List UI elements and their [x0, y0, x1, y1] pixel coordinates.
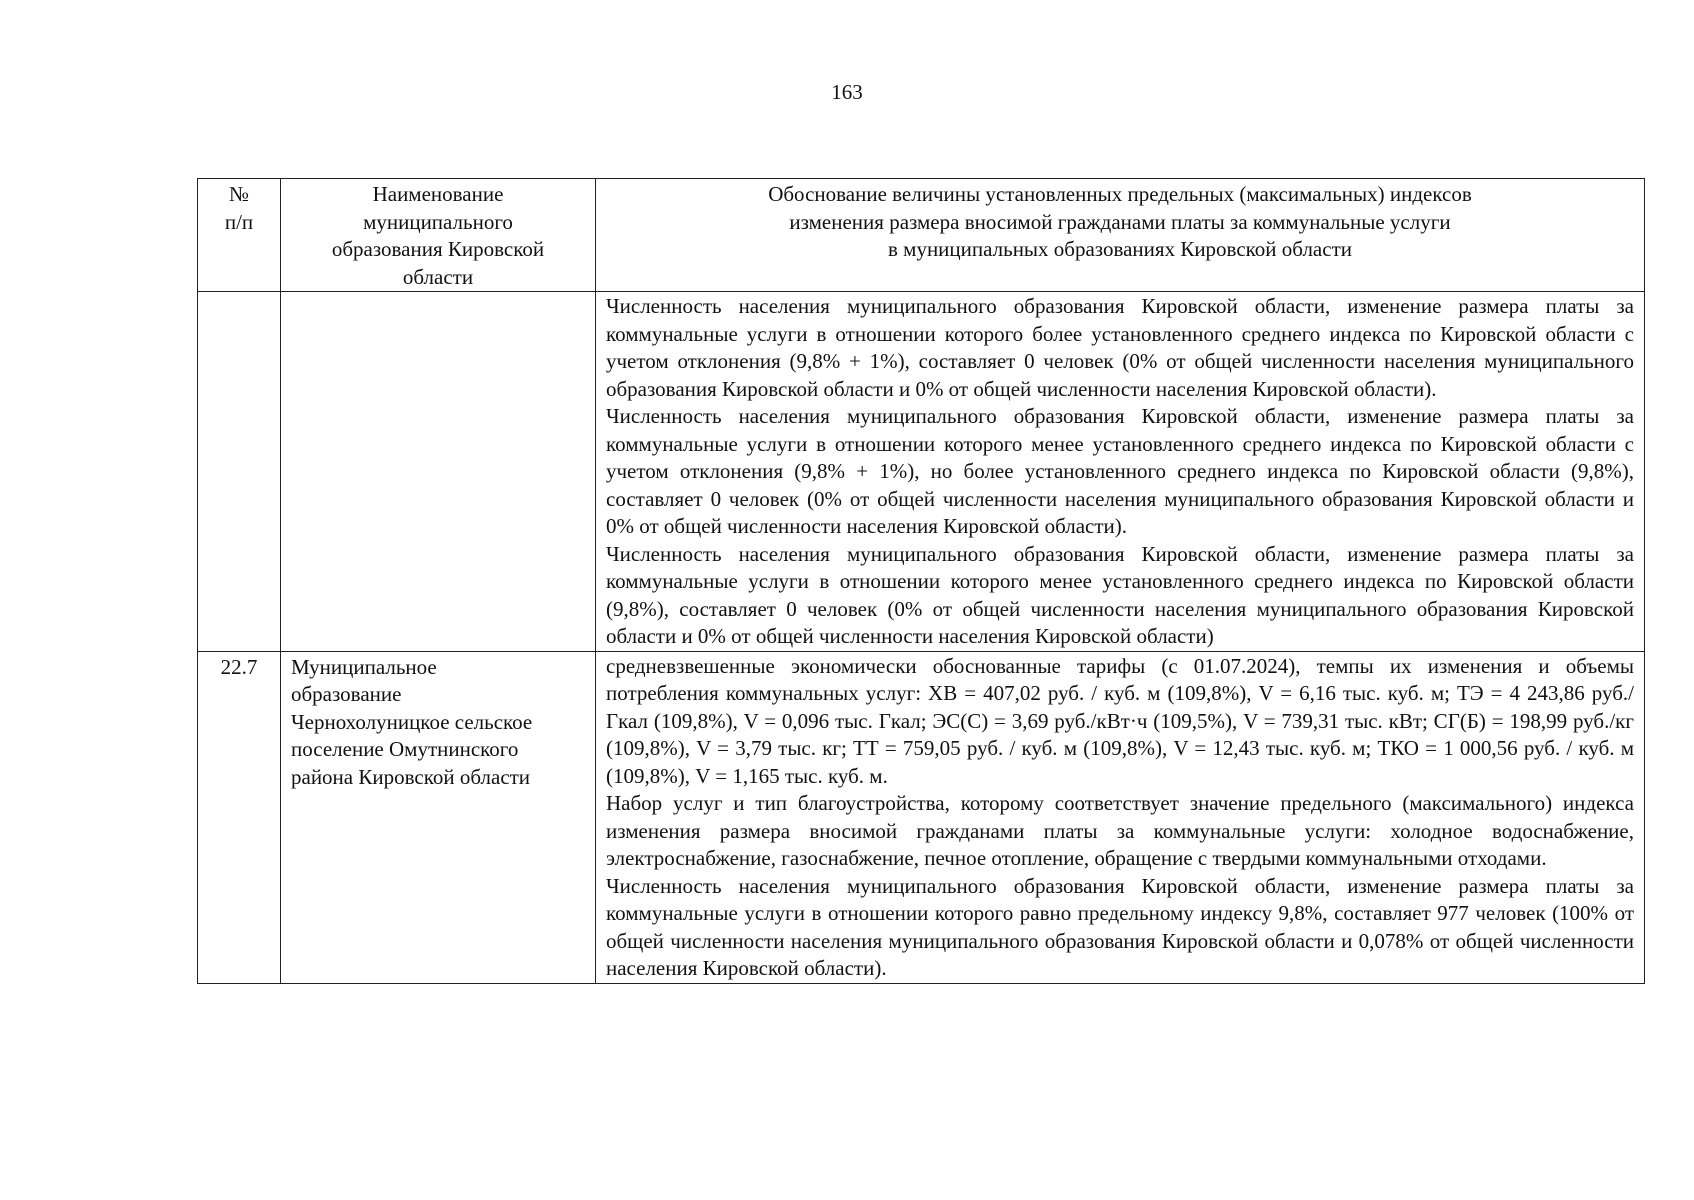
header-num [198, 179, 281, 292]
header-name [281, 179, 596, 292]
justification-paragraph: Численность населения муниципального образования Кировской области, изменение размера платы за коммунальные услуги в отношении которого равно предельному индексу 9,8%, составляет 977 человек (100% от общей численности населения муниципального образования Кировской области и 0,078% от общей численности населения Кировской области). [606, 873, 1634, 980]
header-name-line: муниципального [363, 209, 513, 234]
municipality-name-line: поселение Омутнинского [291, 737, 519, 761]
header-justification-line: изменения размера вносимой гражданами платы за коммунальные услуги [789, 209, 1451, 234]
table-row [198, 292, 1645, 652]
row-num: 22.7 [198, 651, 281, 983]
index-justification-table [197, 178, 1645, 984]
justification-paragraph: Численность населения муниципального образования Кировской области, изменение размера платы за коммунальные услуги в отношении которого более установленного среднего индекса по Кировской области с учетом отклонения (9,8% + 1%), составляет 0 человек (0% от общей численности населения муниципального образования Кировской области и 0% от общей численности населения Кировской области). [606, 294, 1634, 401]
row-justification [596, 292, 1645, 652]
page-number: 163 [831, 80, 863, 104]
municipality-name-line: Чернохолуницкое сельское [291, 709, 533, 734]
header-name-line: Наименование [372, 182, 504, 206]
municipality-name-line: района Кировской области [291, 764, 531, 789]
header-num-line: п/п [224, 209, 254, 234]
municipality-name-line: образование [291, 682, 402, 706]
justification-paragraph: Набор услуг и тип благоустройства, которому соответствует значение предельного (максимального) индекса изменения размера вносимой гражданами платы за коммунальные услуги: холодное водоснабжение, электроснабжение, газоснабжение, печное отопление, обращение с твердыми коммунальными отходами. [606, 791, 1634, 870]
row-municipality-name [281, 651, 596, 983]
header-justification [596, 179, 1645, 292]
table-header-row [198, 179, 1645, 292]
table-row [198, 651, 1645, 983]
row-municipality-name [281, 292, 596, 652]
header-name-line: области [402, 264, 474, 289]
justification-paragraph: Численность населения муниципального образования Кировской области, изменение размера платы за коммунальные услуги в отношении которого менее установленного среднего индекса по Кировской области (9,8%), составляет 0 человек (0% от общей численности населения муниципального образования Кировской области и 0% от общей численности населения Кировской области) [606, 541, 1634, 648]
municipality-name-line: Муниципальное [291, 654, 437, 679]
header-justification-line: в муниципальных образованиях Кировской области [887, 237, 1352, 261]
header-num-line: № [228, 182, 250, 206]
justification-paragraph: Численность населения муниципального образования Кировской области, изменение размера платы за коммунальные услуги в отношении которого менее установленного среднего индекса по Кировской области с учетом отклонения (9,8% + 1%), но более установленного среднего индекса по Кировской области (9,8%), составляет 0 человек (0% от общей численности населения муниципального образования Кировской области и 0% от общей численности населения Кировской области). [606, 404, 1634, 538]
justification-paragraph: средневзвешенные экономически обоснованные тарифы (с 01.07.2024), темпы их изменения и объемы потребления коммунальных услуг: ХВ = 407,02 руб. / куб. м (109,8%), V = 6,16 тыс. куб. м; ТЭ = 4 243,86 руб./Гкал (109,8%), V = 0,096 тыс. Гкал; ЭС(С) = 3,69 руб./кВт·ч (109,5%), V = 739,31 тыс. кВт; СГ(Б) = 198,99 руб./кг (109,8%), V = 3,79 тыс. кг; ТТ = 759,05 руб. / куб. м (109,8%), V = 12,43 тыс. куб. м; ТКО = 1 000,56 руб. / куб. м (109,8%), V = 1,165 тыс. куб. м. [606, 653, 1634, 788]
row-num [198, 292, 281, 652]
header-name-line: образования Кировской [331, 237, 545, 261]
header-justification-line: Обоснование величины установленных предельных (максимальных) индексов [768, 182, 1472, 206]
row-justification [596, 651, 1645, 983]
